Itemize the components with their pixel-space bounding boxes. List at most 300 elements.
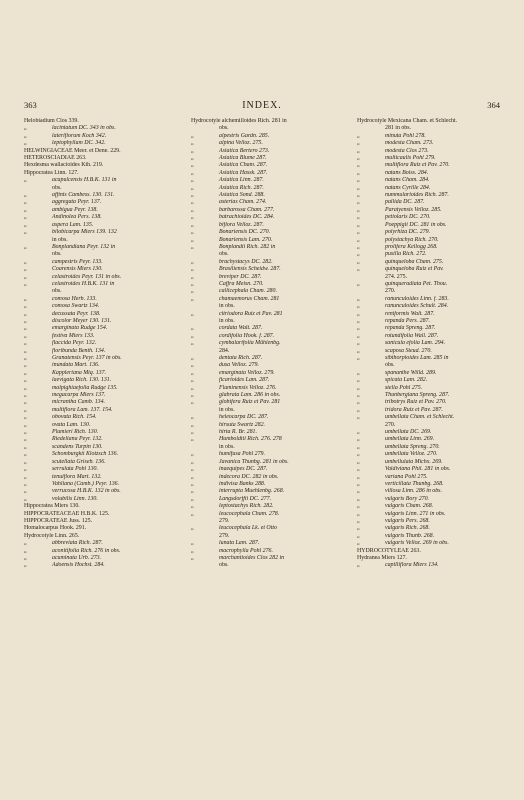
ditto-mark: „	[24, 347, 27, 354]
index-entry-text: glabrata Lam. 286 in obs.	[219, 392, 281, 399]
index-entry-text: Bonplandiana Peyr. 132 in	[52, 243, 116, 250]
ditto-mark: „	[191, 421, 194, 428]
ditto-mark: „	[191, 199, 194, 206]
index-entry-text: in obs.	[219, 303, 235, 310]
ditto-mark: „	[191, 162, 194, 169]
index-entry-text: inaequipes DC. 287.	[219, 466, 268, 473]
ditto-mark: „	[357, 436, 360, 443]
ditto-mark: „	[24, 466, 27, 473]
index-entry-text: Langsdorffii DC. 277.	[219, 495, 272, 502]
index-entry	[24, 140, 172, 147]
index-entry-text: tenuiflora Mart. 132.	[52, 473, 102, 480]
index-entry	[24, 511, 172, 518]
index-entry-text: Paratyensis Velloz. 285.	[385, 206, 442, 213]
index-entry-text: multicaulis Pohl 279.	[385, 155, 436, 162]
index-entry	[357, 548, 505, 555]
index-entry	[357, 237, 505, 244]
ditto-mark: „	[357, 206, 360, 213]
index-entry	[191, 125, 339, 132]
index-entry-text: ovata Lam. 130.	[52, 421, 91, 428]
ditto-mark: „	[24, 258, 27, 265]
index-entry-text: aggregata Peyr. 137.	[52, 199, 102, 206]
index-entry	[357, 133, 505, 140]
index-entry-text: Asiatica Cham. 287.	[219, 162, 268, 169]
ditto-mark: „	[191, 540, 194, 547]
index-entry-text: Asiatica Hassk. 287.	[219, 169, 268, 176]
ditto-mark: „	[191, 458, 194, 465]
index-entry-text: prolifera Kellogg 268.	[385, 243, 438, 250]
ditto-mark: „	[191, 221, 194, 228]
index-entry-text: alpina Velloz. 275.	[219, 140, 263, 147]
index-entry-text: decussata Peyr. 138.	[52, 310, 101, 317]
index-entry-text: Poeppigii DC. 281 in obs.	[385, 221, 447, 228]
index-entry-text: 279.	[219, 532, 230, 539]
index-entry-text: repanda Spreng. 287.	[385, 325, 436, 332]
index-entry-text: vulgaris Linn. 271 in obs.	[385, 510, 446, 517]
index-entry	[191, 148, 339, 155]
index-entry-text: obs.	[52, 184, 62, 191]
index-entry	[191, 140, 339, 147]
ditto-mark: „	[191, 206, 194, 213]
index-entry-text: in obs.	[219, 317, 235, 324]
ditto-mark: „	[191, 214, 194, 221]
index-entry	[24, 296, 172, 303]
ditto-mark: „	[191, 340, 194, 347]
index-entry	[191, 518, 339, 525]
ditto-mark: „	[357, 495, 360, 502]
index-entry	[191, 444, 339, 451]
index-entry-text: Hexdesma wallacioides Kth. 219.	[24, 162, 104, 169]
index-entry-text: batrachioides DC. 284.	[219, 214, 275, 221]
index-entry-text: leptophyllum DC. 342.	[52, 140, 106, 147]
ditto-mark: „	[191, 132, 194, 139]
index-entry	[357, 481, 505, 488]
ditto-mark: „	[24, 243, 27, 250]
index-entry	[357, 125, 505, 132]
index-entry	[24, 229, 172, 236]
index-entry-text: 279.	[219, 517, 230, 524]
index-entry-text: emarginata Velloz. 279.	[219, 369, 275, 376]
index-entry-text: umbellata Cham. et Schlecht.	[385, 414, 455, 421]
ditto-mark: „	[24, 310, 27, 317]
index-entry-text: Asiatica Rich. 287.	[219, 184, 264, 191]
index-entry	[191, 422, 339, 429]
index-entry	[191, 562, 339, 569]
index-entry-text: inundata Mart. 136.	[52, 362, 100, 369]
ditto-mark: „	[24, 369, 27, 376]
ditto-mark: „	[357, 147, 360, 154]
index-entry	[357, 207, 505, 214]
index-column-middle	[191, 118, 339, 570]
ditto-mark: „	[191, 436, 194, 443]
ditto-mark: „	[191, 392, 194, 399]
index-entry	[191, 214, 339, 221]
ditto-mark: „	[191, 169, 194, 176]
index-entry	[191, 133, 339, 140]
ditto-mark: „	[191, 414, 194, 421]
index-entry-text: 270.	[385, 288, 396, 295]
index-entry-text: acapulcensis H.B.K. 131 in	[52, 177, 117, 184]
index-entry-text: multiflora Ruiz et Pav. 270.	[385, 162, 450, 169]
index-entry	[357, 318, 505, 325]
index-entry-text: spananthe Willd. 289.	[385, 369, 437, 376]
index-entry	[357, 511, 505, 518]
ditto-mark: „	[24, 429, 27, 436]
index-entry	[357, 177, 505, 184]
index-column-left	[24, 118, 172, 570]
index-entry	[24, 474, 172, 481]
index-entry-text: tribotrys Ruiz et Pav. 270.	[385, 399, 447, 406]
index-entry	[357, 429, 505, 436]
index-entry-text: Caffra Meisn. 270.	[219, 280, 264, 287]
index-entry-text: obs.	[52, 251, 62, 258]
index-entry	[24, 118, 172, 125]
index-entry-text: Asiatica Bertero 273.	[219, 147, 270, 154]
ditto-mark: „	[191, 295, 194, 302]
index-entry	[357, 192, 505, 199]
index-entry-text: verticillata Thunbg. 268.	[385, 480, 444, 487]
index-entry-text: natans Cham. 284.	[385, 177, 430, 184]
ditto-mark: „	[357, 466, 360, 473]
ditto-mark: „	[191, 229, 194, 236]
index-entry-text: sanicula efolia Lam. 294.	[385, 340, 446, 347]
index-entry	[191, 296, 339, 303]
index-entry	[24, 399, 172, 406]
page-header	[0, 100, 524, 114]
ditto-mark: „	[191, 362, 194, 369]
ditto-mark: „	[191, 429, 194, 436]
index-entry-text: indivisa Banks 288.	[219, 480, 266, 487]
index-entry-text: ambigua Peyr. 138.	[52, 206, 98, 213]
index-entry	[191, 199, 339, 206]
ditto-mark: „	[357, 280, 360, 287]
index-entry-text: flaccida Peyr. 132.	[52, 340, 97, 347]
ditto-mark: „	[357, 384, 360, 391]
index-entry-text: comosa Swartz 134.	[52, 303, 100, 310]
index-entry-text: quinqueradiata Pet. Thou.	[385, 280, 448, 287]
index-entry	[24, 377, 172, 384]
index-entry	[24, 518, 172, 525]
index-entry	[191, 340, 339, 347]
ditto-mark: „	[191, 332, 194, 339]
index-entry	[191, 466, 339, 473]
index-entry-text: umbellata Velloz. 270.	[385, 451, 438, 458]
index-entry	[24, 362, 172, 369]
ditto-mark: „	[357, 258, 360, 265]
index-entry-text: marchantioides Clos 282 in	[219, 554, 285, 561]
ditto-mark: „	[357, 332, 360, 339]
index-entry	[24, 311, 172, 318]
index-entry-text: macrophylla Pohl 276.	[219, 547, 273, 554]
index-entry-text: Vahliana (Camb.) Peyr. 136.	[52, 480, 120, 487]
ditto-mark: „	[24, 488, 27, 495]
index-entry-text: natans Boiss. 284.	[385, 169, 429, 176]
index-entry	[357, 488, 505, 495]
index-entry	[357, 533, 505, 540]
index-entry-text: Coarensis Miers 130.	[52, 266, 103, 273]
ditto-mark: „	[357, 562, 360, 569]
index-entry-text: hirsuta Swartz 282.	[219, 421, 265, 428]
index-entry	[357, 459, 505, 466]
index-entry	[191, 429, 339, 436]
ditto-mark: „	[24, 562, 27, 569]
index-entry	[191, 451, 339, 458]
index-entry-text: Granatensis Peyr. 137 in obs.	[52, 355, 122, 361]
ditto-mark: „	[24, 406, 27, 413]
index-entry	[191, 192, 339, 199]
index-entry-text: acuminata Urb. 273.	[52, 554, 102, 561]
index-entry	[357, 348, 505, 355]
index-entry-text: variana Pohl 275.	[385, 473, 428, 480]
ditto-mark: „	[191, 451, 194, 458]
index-entry	[24, 318, 172, 325]
ditto-mark: „	[191, 155, 194, 162]
index-entry-text: affinis Cambess. 130. 131.	[52, 192, 115, 199]
ditto-mark: „	[357, 340, 360, 347]
index-entry	[191, 355, 339, 362]
index-entry	[357, 436, 505, 443]
index-entry-text: Hydrocotyle Linn. 265.	[24, 532, 80, 539]
index-entry	[357, 466, 505, 473]
ditto-mark: „	[24, 229, 27, 236]
ditto-mark: „	[191, 355, 194, 361]
ditto-mark: „	[357, 243, 360, 250]
index-entry	[191, 222, 339, 229]
ditto-mark: „	[357, 451, 360, 458]
index-entry-text: Bonariensis DC. 270.	[219, 229, 271, 236]
index-entry-text: HIPPOCRATEAE Juss. 125.	[24, 517, 93, 524]
index-entry	[24, 244, 172, 251]
index-entry-text: indecora DC. 282 in obs.	[219, 473, 279, 480]
index-entry	[191, 555, 339, 562]
ditto-mark: „	[191, 473, 194, 480]
ditto-mark: „	[357, 317, 360, 324]
index-entry	[24, 348, 172, 355]
ditto-mark: „	[191, 184, 194, 191]
index-entry-text: vulgaris Pers. 268.	[385, 517, 430, 524]
index-entry-text: sibthorpioides Lam. 285 in	[385, 355, 449, 361]
index-entry-text: polystachya Rich. 270.	[385, 236, 439, 243]
index-entry-text: petiolaris DC. 270.	[385, 214, 431, 221]
index-entry	[24, 555, 172, 562]
ditto-mark: „	[191, 369, 194, 376]
ditto-mark: „	[357, 325, 360, 332]
index-entry	[357, 370, 505, 377]
page-number-left: 363	[24, 100, 37, 110]
index-entry-text: repanda Pers. 287.	[385, 317, 430, 324]
ditto-mark: „	[357, 162, 360, 169]
ditto-mark: „	[357, 140, 360, 147]
index-entry-text: cordifolia Hook. f. 287.	[219, 332, 275, 339]
index-entry	[191, 474, 339, 481]
ditto-mark: „	[191, 466, 194, 473]
index-entry	[191, 325, 339, 332]
ditto-mark: „	[357, 310, 360, 317]
ditto-mark: „	[24, 132, 27, 139]
index-entry-text: reniformis Walt. 287.	[385, 310, 435, 317]
index-entry-text: Hydrocotyle Mexicana Cham. et Schlecht.	[357, 118, 458, 124]
index-entry-text: obs.	[219, 562, 229, 569]
index-entry-text: 284.	[219, 347, 230, 354]
index-entry	[357, 325, 505, 332]
index-entry	[191, 311, 339, 318]
index-entry-text: vulgaris Velloz. 269 in obs.	[385, 540, 449, 547]
index-entry	[191, 155, 339, 162]
index-entry	[24, 562, 172, 569]
index-entry-text: vulgaris Bory 270.	[385, 495, 430, 502]
index-entry	[191, 459, 339, 466]
index-entry-text: vulgaris Rich. 268.	[385, 525, 430, 532]
ditto-mark: „	[24, 384, 27, 391]
index-entry	[24, 325, 172, 332]
index-entry	[357, 474, 505, 481]
ditto-mark: „	[191, 147, 194, 154]
ditto-mark: „	[191, 399, 194, 406]
index-entry	[191, 392, 339, 399]
index-entry	[191, 266, 339, 273]
index-entry	[24, 444, 172, 451]
ditto-mark: „	[357, 369, 360, 376]
ditto-mark: „	[357, 199, 360, 206]
index-entry	[357, 303, 505, 310]
ditto-mark: „	[357, 480, 360, 487]
index-entry	[191, 540, 339, 547]
index-entry-text: leptostachys Rich. 282.	[219, 503, 274, 510]
index-entry	[24, 214, 172, 221]
ditto-mark: „	[24, 414, 27, 421]
index-entry-text: scandens Turpin 130.	[52, 443, 103, 450]
ditto-mark: „	[24, 317, 27, 324]
index-entry	[357, 288, 505, 295]
index-entry	[24, 422, 172, 429]
ditto-mark: „	[24, 547, 27, 554]
index-entry	[191, 348, 339, 355]
index-entry	[24, 392, 172, 399]
ditto-mark: „	[357, 414, 360, 421]
ditto-mark: „	[24, 177, 27, 184]
index-entry-text: Fluminensis Velloz. 276.	[219, 384, 277, 391]
ditto-mark: „	[24, 458, 27, 465]
ditto-mark: „	[191, 273, 194, 280]
index-entry	[24, 540, 172, 547]
index-entry-text: Thunbergiana Spreng. 287.	[385, 392, 450, 399]
index-entry	[24, 222, 172, 229]
index-entry	[24, 525, 172, 532]
ditto-mark: „	[24, 221, 27, 228]
index-entry	[191, 170, 339, 177]
index-entry-text: celastroides Peyr. 131 in obs.	[52, 273, 122, 280]
ditto-mark: „	[191, 288, 194, 295]
index-entry-text: humifusa Pohl 279.	[219, 451, 265, 458]
index-entry	[191, 177, 339, 184]
ditto-mark: „	[357, 251, 360, 258]
ditto-mark: „	[24, 554, 27, 561]
index-entry-text: cymbalarifolia Mühlenbg.	[219, 340, 281, 347]
index-entry-text: modesta Clos 273.	[385, 147, 429, 154]
ditto-mark: „	[357, 406, 360, 413]
index-entry-text: laciniatum DC. 343 in obs.	[52, 125, 116, 132]
index-entry-text: modesta Cham. 273.	[385, 140, 434, 147]
index-entry	[357, 422, 505, 429]
index-entry	[191, 414, 339, 421]
ditto-mark: „	[357, 236, 360, 243]
ditto-mark: „	[191, 480, 194, 487]
index-entry-text: barbarossa Cham. 277.	[219, 206, 275, 213]
ditto-mark: „	[357, 169, 360, 176]
index-entry	[191, 488, 339, 495]
ditto-mark: „	[357, 399, 360, 406]
ditto-mark: „	[357, 221, 360, 228]
index-entry-text: bilobicarpa Miers 139. 132	[52, 229, 117, 236]
index-entry	[191, 303, 339, 310]
page-number-right: 364	[487, 100, 500, 110]
ditto-mark: „	[191, 140, 194, 147]
index-entry	[191, 377, 339, 384]
ditto-mark: „	[24, 495, 27, 502]
ditto-mark: „	[24, 421, 27, 428]
ditto-mark: „	[24, 451, 27, 458]
index-entry-text: scutellata Griseb. 136.	[52, 458, 106, 465]
index-entry-text: leucocephala Cham. 278.	[219, 510, 280, 517]
index-entry-text: umbellata DC. 269.	[385, 429, 432, 436]
index-entry	[357, 385, 505, 392]
ditto-mark: „	[191, 280, 194, 287]
index-entry-text: dentata Rich. 287.	[219, 355, 263, 361]
index-entry	[24, 340, 172, 347]
index-entry-text: Hydranea Miers 127.	[357, 554, 407, 561]
ditto-mark: „	[24, 436, 27, 443]
index-entry-text: celastroides H.B.K. 131 in	[52, 280, 115, 287]
index-entry-text: volubilis Linn. 130.	[52, 495, 98, 502]
index-entry	[24, 333, 172, 340]
index-entry-text: obs.	[219, 125, 229, 132]
index-entry-text: HYDROCOTYLEAE 263.	[357, 547, 421, 554]
index-entry-text: megacarpa Miers 137.	[52, 392, 106, 399]
index-entry-text: laevigata Rich. 130. 131.	[52, 377, 112, 384]
index-entry-text: vulgaris Cham. 268.	[385, 503, 434, 510]
ditto-mark: „	[357, 347, 360, 354]
ditto-mark: „	[24, 473, 27, 480]
index-entry	[24, 162, 172, 169]
index-entry-text: 270.	[385, 421, 396, 428]
index-entry	[24, 192, 172, 199]
ditto-mark: „	[357, 355, 360, 361]
index-entry	[24, 259, 172, 266]
index-entry-text: 281 in obs.	[385, 125, 412, 132]
ditto-mark: „	[24, 540, 27, 547]
index-entry-text: Valdiviana Phil. 281 in obs.	[385, 466, 451, 473]
index-entry	[191, 244, 339, 251]
index-entry-text: Andinolea Pers. 138.	[52, 214, 102, 221]
index-entry-text: malpighiaefolia Rudge 135.	[52, 384, 118, 391]
index-entry-text: Brasiliensis Scheidw. 287.	[219, 266, 281, 273]
ditto-mark: „	[357, 177, 360, 184]
index-entry	[24, 466, 172, 473]
ditto-mark: „	[24, 273, 27, 280]
ditto-mark: „	[191, 495, 194, 502]
index-entry-text: Homalocarpus Hook. 291.	[24, 525, 87, 532]
index-entry-text: obovata Rich. 154.	[52, 414, 97, 421]
index-entry	[357, 496, 505, 503]
index-entry	[357, 229, 505, 236]
index-entry-text: polyrhiza DC. 279.	[385, 229, 431, 236]
index-entry-text: quinqueloba Ruiz et Pav.	[385, 266, 444, 273]
index-entry-text: dusa Velloz. 279.	[219, 362, 259, 369]
index-entry-text: chamaemorus Cham. 281	[219, 295, 280, 302]
index-entry-text: pallida DC. 287.	[385, 199, 425, 206]
index-entry	[24, 414, 172, 421]
index-entry-text: scaposa Steud. 270.	[385, 347, 432, 354]
